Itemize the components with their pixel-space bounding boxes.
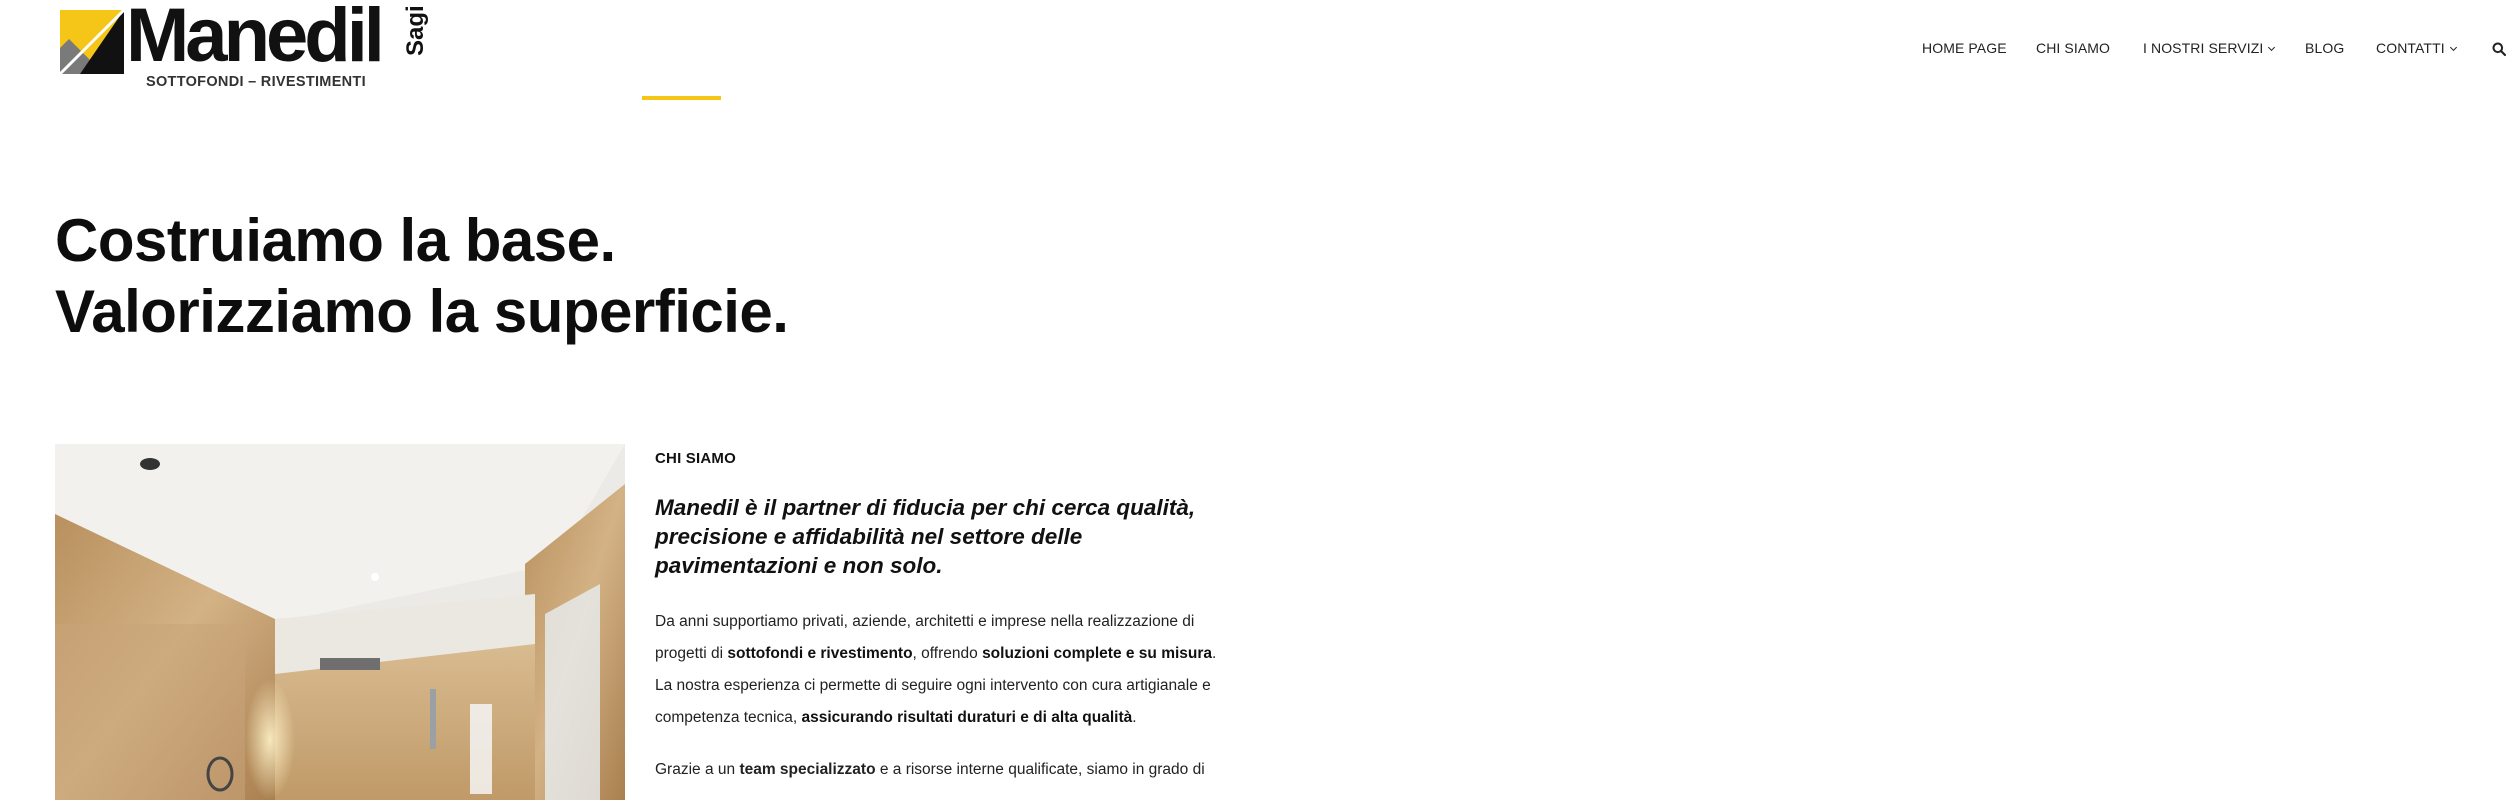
about-section — [655, 444, 1225, 786]
hero-title — [55, 205, 788, 347]
nav-servizi[interactable] — [2143, 40, 2274, 56]
about-label: CHI SIAMO — [655, 450, 736, 467]
nav-home[interactable] — [1922, 40, 2007, 56]
p1-bold-2: soluzioni complete e su misura — [982, 645, 1213, 662]
p1-text-e: . — [1132, 709, 1137, 726]
hero-line-2: Valorizziamo la superficie. — [55, 278, 789, 345]
logo-sub: Sagi — [402, 5, 429, 56]
logo-mark-icon — [60, 10, 124, 74]
chevron-down-icon — [2450, 44, 2457, 51]
chevron-down-icon — [2268, 44, 2275, 51]
nav-home-label: HOME PAGE — [1922, 40, 2007, 56]
logo-wordmark: Manedil — [126, 0, 381, 78]
nav-contatti[interactable] — [2376, 40, 2456, 56]
p2-bold-1: team specializzato — [739, 761, 876, 778]
nav-contatti-label: CONTATTI — [2376, 40, 2445, 56]
p2-text-a: Grazie a un — [655, 761, 740, 778]
nav-chi-siamo[interactable] — [2036, 40, 2110, 56]
about-paragraph-1 — [655, 606, 1225, 734]
p1-text-d: . La nostra esperienza ci permette di seguire ogni intervento con cura artigianale e competenza tecnica, — [655, 645, 1217, 726]
p1-bold-1: sottofondi e rivestimento — [727, 645, 913, 662]
bathroom-image — [55, 444, 625, 800]
nav-active-indicator — [642, 96, 721, 100]
nav-blog[interactable] — [2305, 40, 2344, 56]
about-lead: Manedil è il partner di fiducia per chi cerca qualità, precisione e affidabilità nel settore delle pavimentazioni e non solo. — [655, 495, 1196, 578]
search-icon[interactable] — [2492, 42, 2506, 56]
nav-blog-label: BLOG — [2305, 40, 2345, 56]
about-paragraph-2 — [655, 754, 1225, 786]
logo-tagline: SOTTOFONDI – RIVESTIMENTI — [146, 74, 366, 90]
brand-logo[interactable] — [60, 0, 440, 92]
nav-servizi-label: I NOSTRI SERVIZI — [2143, 40, 2264, 56]
hero-line-1: Costruiamo la base. — [55, 207, 616, 274]
site-header — [0, 0, 2445, 100]
p1-bold-3: assicurando risultati duraturi e di alta qualità — [801, 709, 1133, 726]
p1-text-c: , offrendo — [912, 645, 983, 662]
p2-text-c: e a risorse interne qualificate, siamo in grado di — [875, 761, 1205, 778]
p1-text-a: Da anni supportiamo privati, aziende, architetti e imprese nella realizzazione di progetti di — [655, 613, 1195, 662]
bathroom-photo — [55, 444, 625, 800]
nav-chi-siamo-label: CHI SIAMO — [2036, 40, 2111, 56]
